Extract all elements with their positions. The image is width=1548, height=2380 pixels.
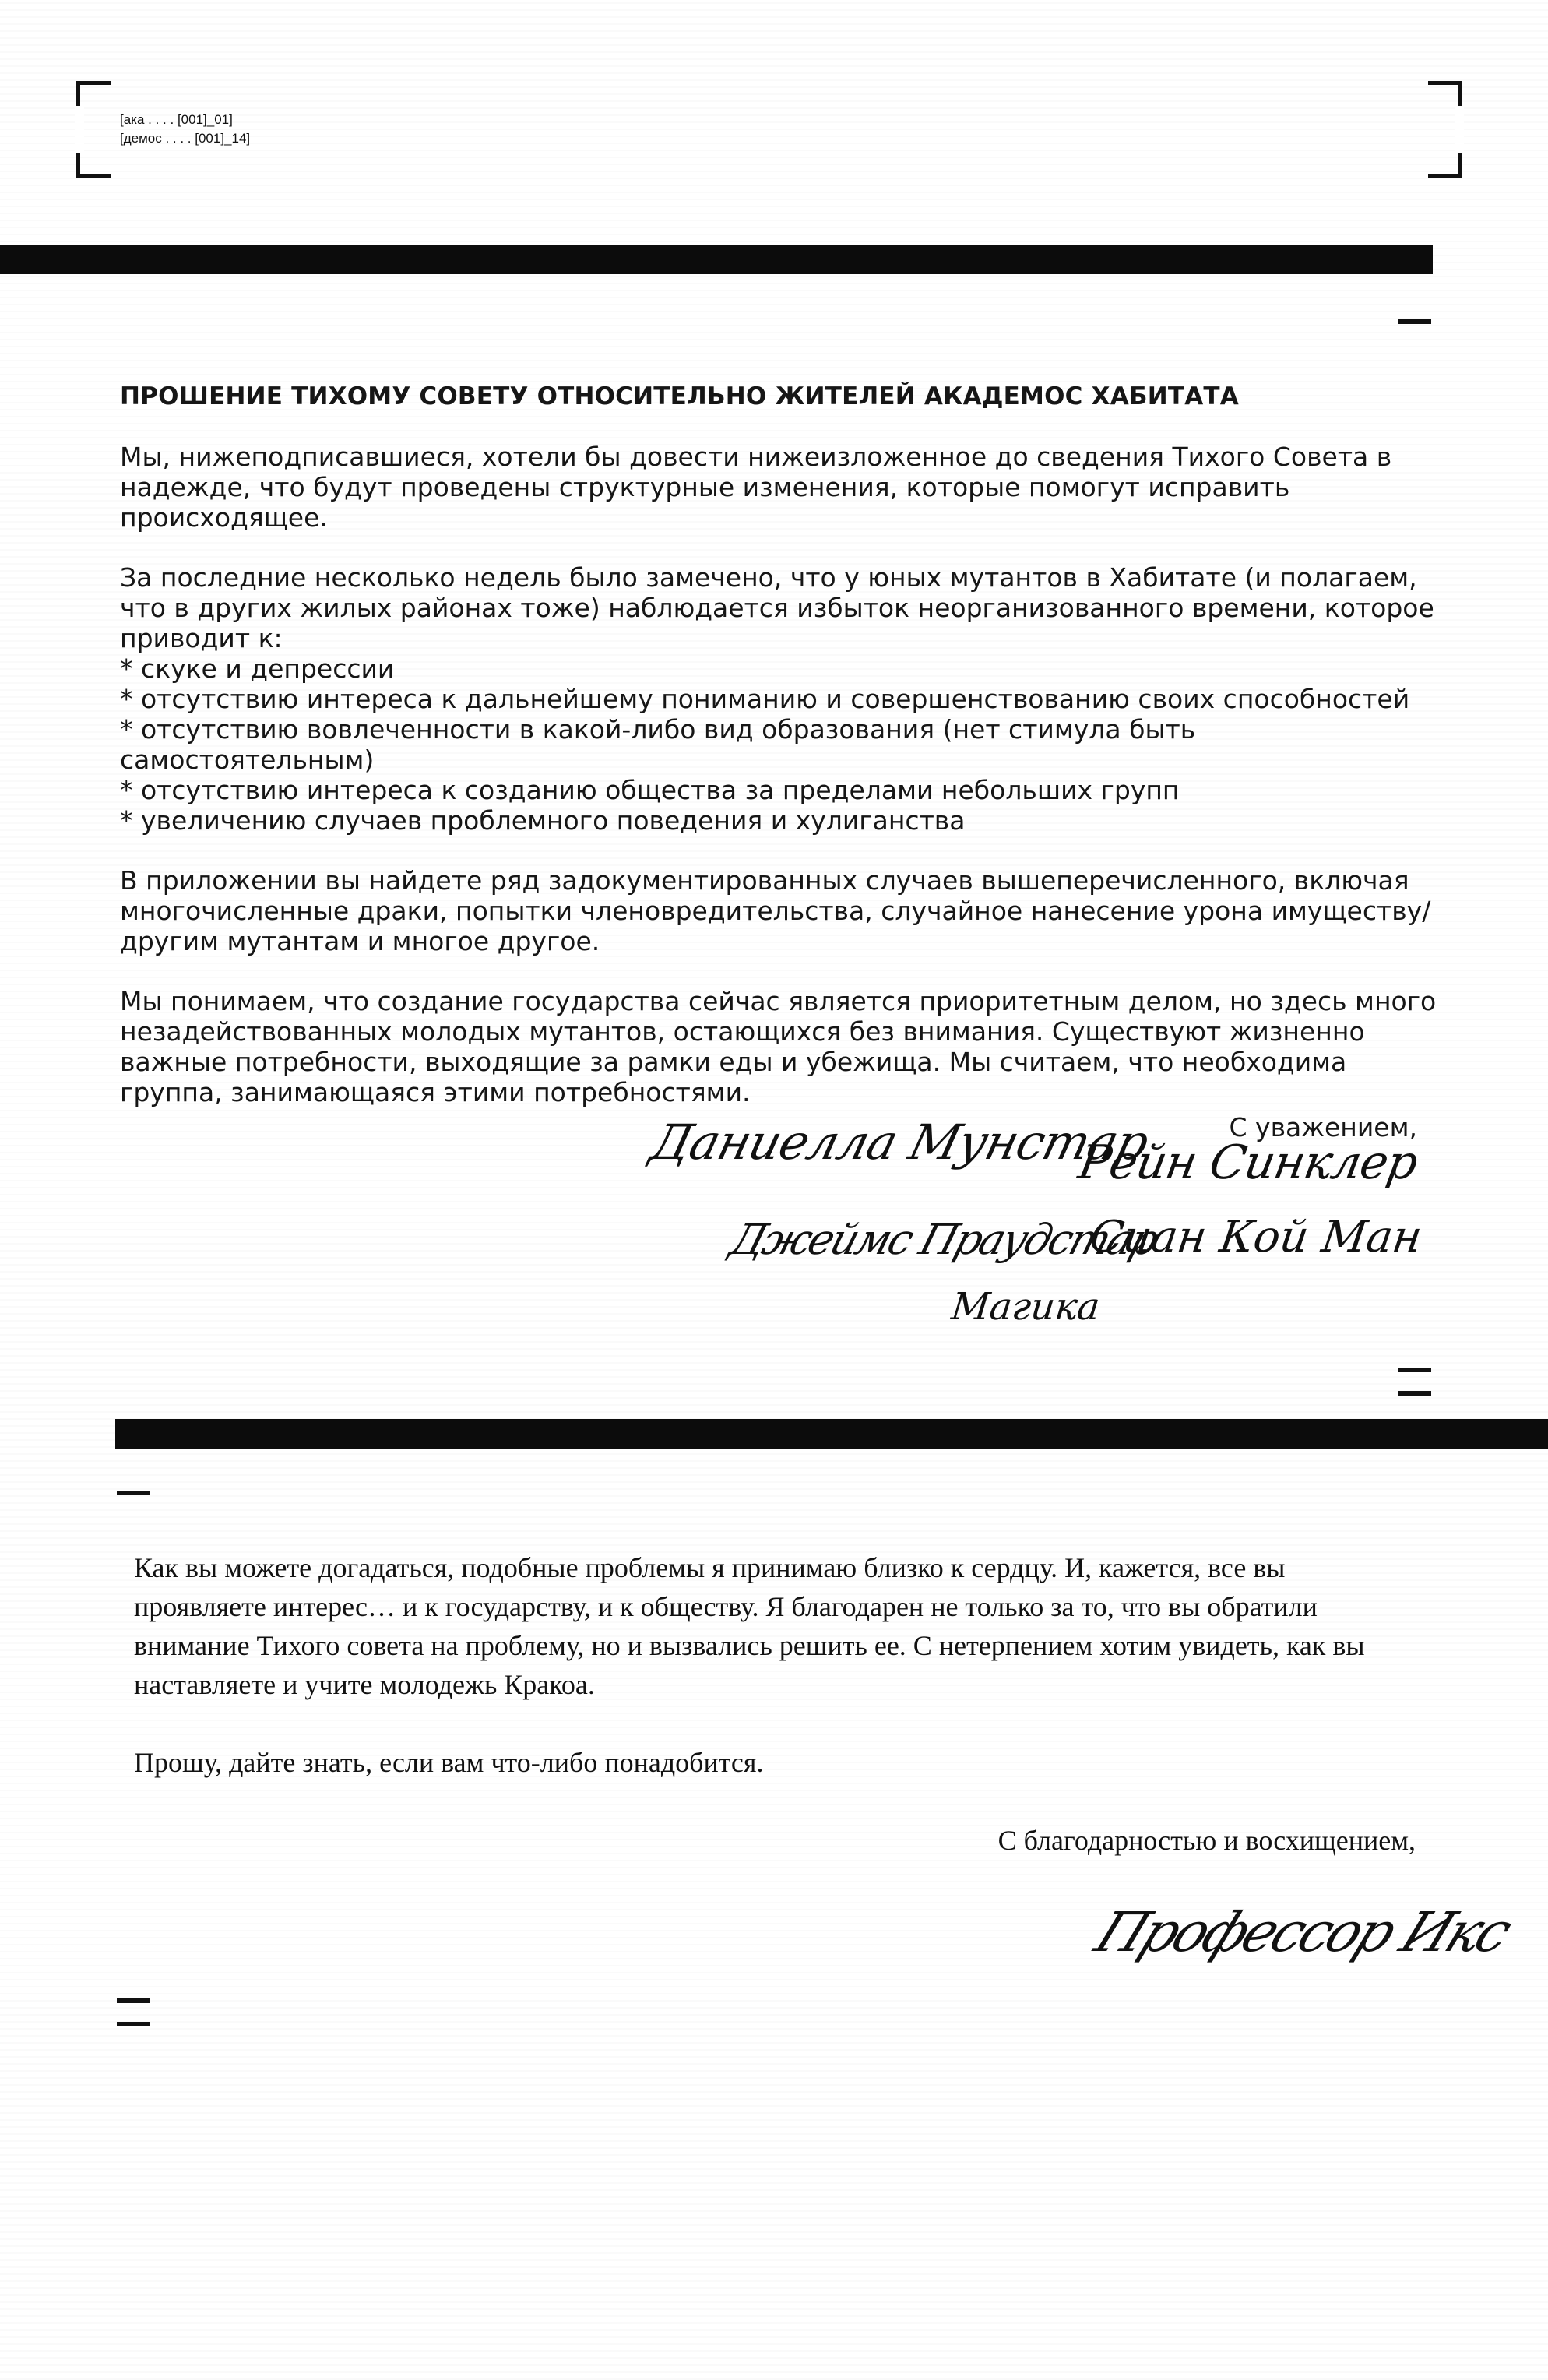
corner-gap: [75, 106, 84, 153]
list-item: * увеличению случаев проблемного поведения и хулиганства: [120, 805, 966, 836]
response-paragraph: Как вы можете догадаться, подобные проблемы я принимаю близко к сердцу. И, кажется, все вы проявляете интерес… и к государству, и к обществу. Я благодарен не только за то, что вы обратили внимание Тихого совета на проблему, но и вызвались решить ее. С нетерпением хотим увидеть, как вы наставляете и учите молодежь Кракоа.: [134, 1552, 1365, 1700]
dash-mark: [117, 1491, 150, 1495]
dash-mark: [1398, 1391, 1431, 1396]
divider-bar-top: [0, 245, 1433, 274]
dash-mark: [1398, 319, 1431, 324]
list-item: * отсутствию интереса к созданию общества за пределами небольших групп: [120, 775, 1180, 805]
petition-closing: С уважением,: [1229, 1112, 1417, 1142]
petition-paragraph: Мы, нижеподписавшиеся, хотели бы довести нижеизложенное до сведения Тихого Совета в надежде, что будут проведены структурные изменения, которые помогут исправить происходящее.: [120, 442, 1392, 533]
signature-magik: Магика: [949, 1285, 1103, 1329]
corner-gap: [1455, 106, 1464, 153]
list-item: * скуке и депрессии: [120, 653, 395, 684]
code-line-demos: [демос . . . . [001]_14]: [120, 131, 251, 146]
signature-professor-x: Профессор Икс: [1086, 1900, 1519, 1964]
list-item: * отсутствию вовлеченности в какой-либо вид образования (нет стимула быть самостоятельным): [120, 714, 1196, 775]
dash-mark: [117, 2022, 150, 2026]
divider-bar-middle: [115, 1419, 1548, 1449]
reasons-list: [120, 653, 1444, 836]
dash-mark: [117, 1998, 150, 2003]
petition-reasons: [120, 562, 1444, 836]
signature-xian-coy-manh: Сиан Кой Ман: [1086, 1212, 1426, 1262]
dash-mark: [1398, 1368, 1431, 1372]
petition-paragraph: В приложении вы найдете ряд задокументированных случаев вышеперечисленного, включая многочисленные драки, попытки членовредительства, случайное нанесение урона имуществу/другим мутантам и многое другое.: [120, 865, 1431, 956]
response-paragraph: Прошу, дайте знать, если вам что-либо понадобится.: [134, 1747, 764, 1778]
petition-section: [120, 382, 1444, 1137]
response-closing: С благодарностью и восхищением,: [997, 1825, 1416, 1856]
document-code: [120, 111, 250, 148]
response-section: [134, 1548, 1380, 1821]
signature-james-proudstar: Джеймс Праудстар: [724, 1215, 1163, 1264]
petition-paragraph: За последние несколько недель было замечено, что у юных мутантов в Хабитате (и полагаем, что в других жилых районах тоже) наблюдается избыток неорганизованного времени, которое приводит к:: [120, 562, 1434, 653]
code-line-aka: [ака . . . . [001]_01]: [120, 112, 233, 127]
petition-title: ПРОШЕНИЕ ТИХОМУ СОВЕТУ ОТНОСИТЕЛЬНО ЖИТЕЛЕЙ АКАДЕМОС ХАБИТАТА: [120, 382, 1239, 410]
signature-danielle-moonstar: Даниелла Мунстар: [645, 1114, 1155, 1171]
petition-paragraph: Мы понимаем, что создание государства сейчас является приоритетным делом, но здесь много незадействованных молодых мутантов, остающихся без внимания. Существуют жизненно важные потребности, выходящие за рамки еды и убежища. Мы считаем, что необходима группа, занимающаяся этими потребностями.: [120, 986, 1437, 1107]
signature-rahne-sinclair: Рейн Синклер: [1074, 1135, 1422, 1190]
list-item: * отсутствию интереса к дальнейшему пониманию и совершенствованию своих способностей: [120, 684, 1410, 714]
